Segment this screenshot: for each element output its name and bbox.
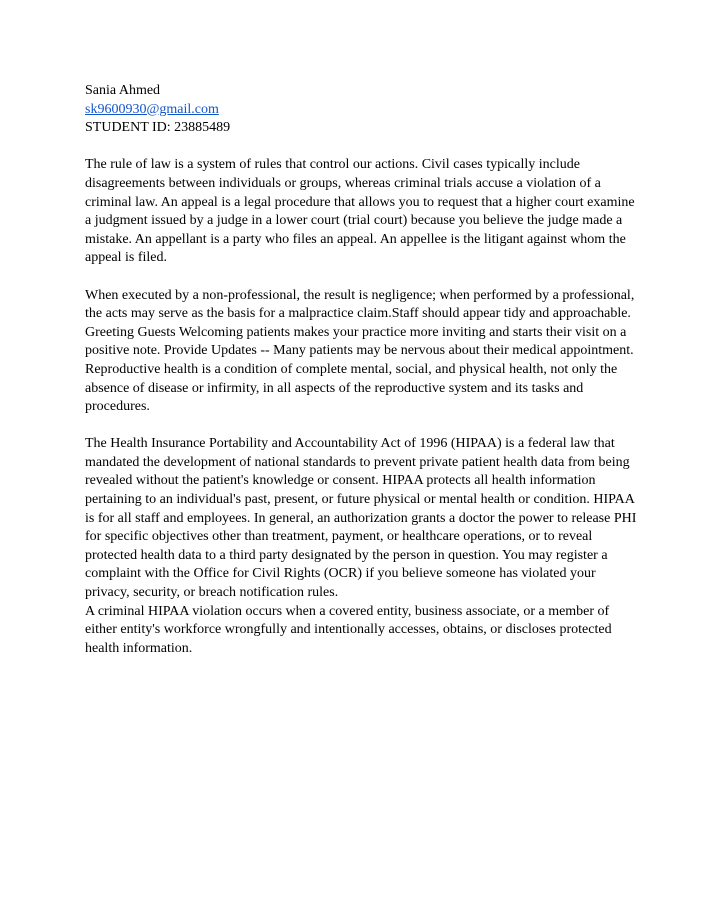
- paragraph-rule-of-law: The rule of law is a system of rules that control our actions. Civil cases typically include disagreements between individuals or groups, whereas criminal trials accuse a violation of a criminal law. An appeal is a legal procedure that allows you to request that a higher court examine a judgment issued by a judge in a lower court (trial court) because you believe the judge made a mistake. An appellant is a party who files an appeal. An appellee is the litigant against whom the appeal is filed.: [85, 157, 635, 266]
- author-email-link[interactable]: [85, 101, 634, 120]
- paragraph-spacer: [85, 417, 634, 436]
- paragraph-hipaa: The Health Insurance Portability and Accountability Act of 1996 (HIPAA) is a federal law that mandated the development of national standards to prevent private patient health data from being revealed without the patient's knowledge or consent. HIPAA protects all health information pertaining to an individual's past, present, or future physical or mental health or condition. HIPAA is for all staff and employees. In general, an authorization grants a doctor the power to release PHI for specific objectives other than treatment, payment, or healthcare operations, or to reveal protected health data to a third party designated by the person in question. You may register a complaint with the Office for Civil Rights (OCR) if you believe someone has violated your privacy, security, or breach notification rules.: [85, 436, 637, 601]
- paragraph-criminal-hipaa: A criminal HIPAA violation occurs when a covered entity, business associate, or a member of either entity's workforce wrongfully and intentionally accesses, obtains, or discloses protected health information.: [85, 603, 612, 656]
- email-link-text[interactable]: sk9600930@gmail.com: [85, 101, 219, 117]
- paragraph-spacer: [85, 138, 634, 157]
- student-id: STUDENT ID: 23885489: [85, 120, 231, 136]
- paragraph-negligence: When executed by a non-professional, the result is negligence; when performed by a professional, the acts may serve as the basis for a malpractice claim.Staff should appear tidy and approachable. Greeting Guests Welcoming patients makes your practice more inviting and starts their visit on a positive note. Provide Updates -- Many patients may be nervous about their medical appointment. Reproductive health is a condition of complete mental, social, and physical health, not only the absence of disease or infirmity, in all aspects of the reproductive system and its tasks and procedures.: [85, 287, 635, 415]
- paragraph-spacer: [85, 268, 634, 287]
- author-name: Sania Ahmed: [85, 83, 161, 98]
